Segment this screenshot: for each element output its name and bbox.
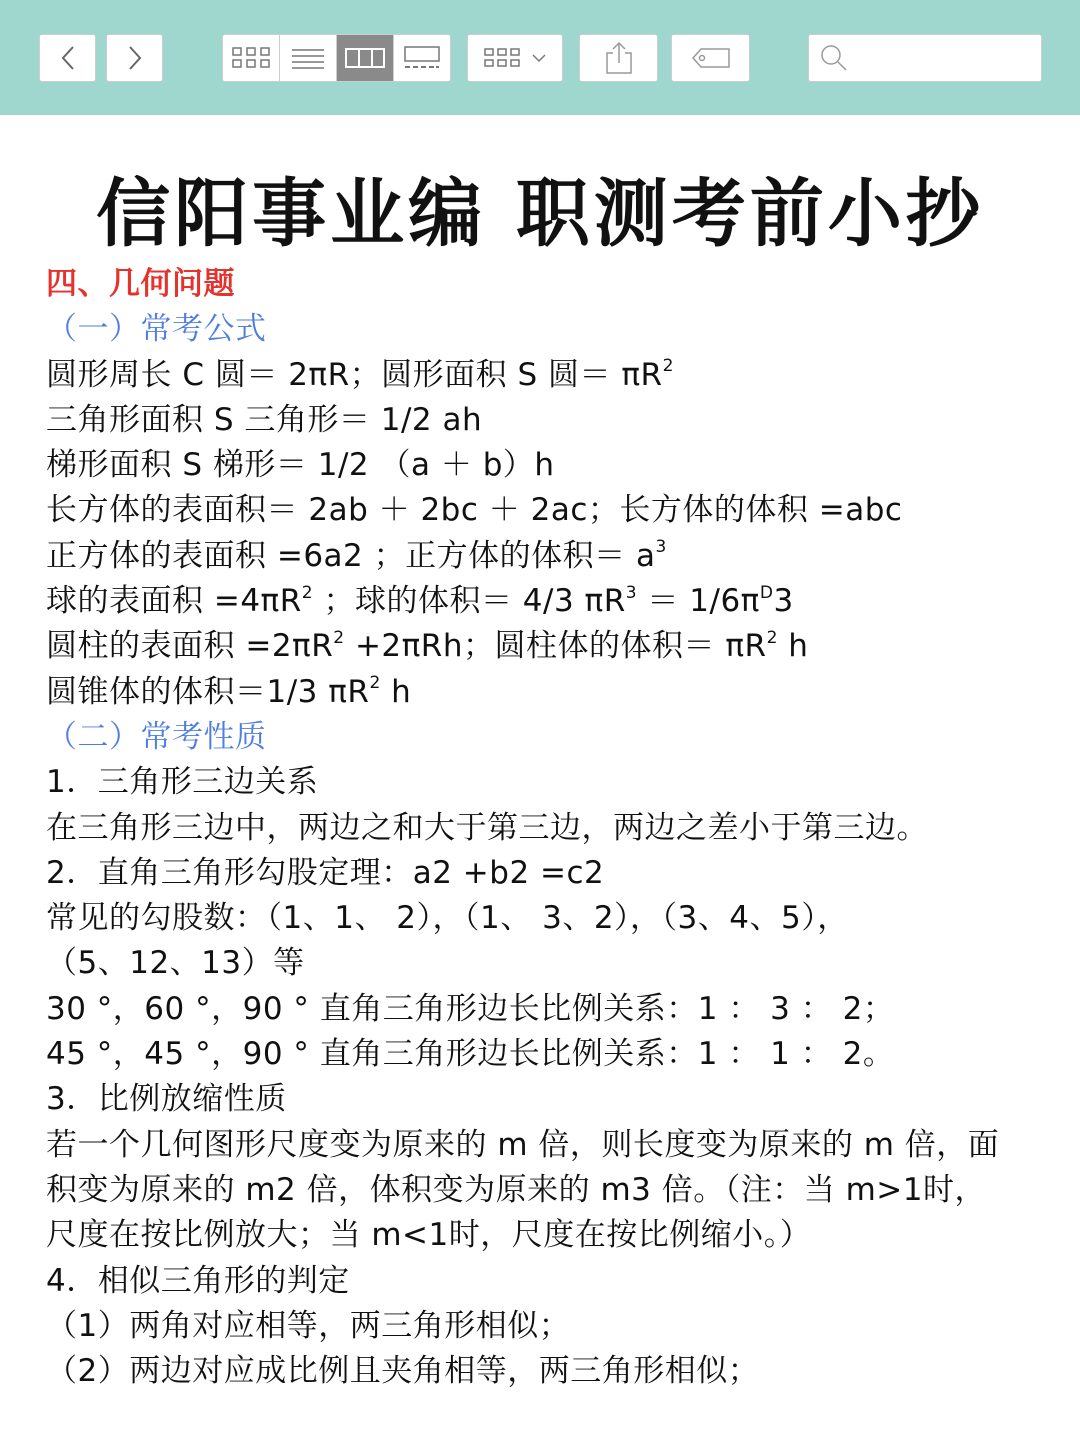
formula-line: 圆锥体的体积＝1/3 $\pi R^2$ h [46,673,412,710]
section-heading: 四、几何问题 [46,266,235,302]
columns-icon [345,47,385,69]
forward-button[interactable] [106,34,163,82]
search-field[interactable] [808,34,1042,82]
tag-button[interactable] [671,34,750,82]
share-button[interactable] [579,34,658,82]
back-button[interactable] [39,34,96,82]
formula-line: 长方体的表面积＝ 2ab ＋ 2bc ＋ 2ac；长方体的体积 =abc [46,492,903,529]
chevron-right-icon [126,45,144,71]
property-heading: 3．比例放缩性质 [46,1081,287,1118]
property-text: 积变为原来的 m2 倍，体积变为原来的 m3 倍。（注：当 m>1时， [46,1171,987,1208]
property-heading: 1．三角形三边关系 [46,764,319,801]
property-heading: 4．相似三角形的判定 [46,1262,350,1299]
page-title: 信阳事业编 职测考前小抄 [96,171,984,257]
property-text: 45 °，45 °，90 ° 直角三角形边长比例关系：1 ： 1 ： 2。 [46,1036,895,1073]
share-icon [605,41,633,75]
property-heading: 2．直角三角形勾股定理：a2 +b2 =c2 [46,854,605,891]
document-body [46,262,1046,1394]
property-text: 若一个几何图形尺度变为原来的 m 倍，则长度变为原来的 m 倍，面 [46,1126,1000,1163]
finder-toolbar [0,0,1080,115]
chevron-down-icon [531,52,547,64]
icon-view-button[interactable] [223,35,280,81]
property-text: （1）两角对应相等，两三角形相似； [46,1307,571,1344]
formula-line: 正方体的表面积 =6a2 ；正方体的体积＝ $a^3$ [46,537,667,574]
property-text: 在三角形三边中，两边之和大于第三边，两边之差小于第三边。 [46,809,928,846]
subsection-heading: （一）常考公式 [46,311,267,348]
subsection-heading: （二）常考性质 [46,718,267,755]
formula-line: 圆形周长 C 圆＝ 2πR；圆形面积 S 圆＝ $\pi R^2$ [46,356,674,393]
group-by-button[interactable] [467,34,563,82]
property-text: 常见的勾股数：（1、1、 2），（1、 3、2），（3、4、5）， [46,900,849,937]
property-text: 30 °，60 °，90 ° 直角三角形边长比例关系：1 ： 3 ： 2； [46,990,895,1027]
tag-icon [691,47,731,69]
search-input[interactable] [855,47,1041,70]
search-icon [819,43,849,73]
property-text: 尺度在按比例放大；当 m<1时，尺度在按比例缩小。） [46,1217,812,1254]
property-text: （2）两边对应成比例且夹角相等，两三角形相似； [46,1353,760,1390]
formula-line: 三角形面积 S 三角形＝ 1/2 ah [46,401,483,438]
view-mode-control [222,34,451,82]
group-grid-icon [483,46,523,70]
grid-icon [231,46,271,70]
gallery-icon [402,46,442,70]
list-icon [291,46,325,70]
formula-line: 梯形面积 S 梯形＝ 1/2 （a ＋ b）h [46,447,555,484]
formula-line: 球的表面积 $=4\pi R^2$ ；球的体积＝ 4/3 $\pi R^3 = 1/6\pi^D3$ [46,582,794,620]
formula-line: 圆柱的表面积 $=2\pi R^2 +2\pi Rh$；圆柱体的体积＝ $\pi R^2$ h [46,628,809,665]
property-text: （5、12、13）等 [46,945,305,982]
column-view-button[interactable] [337,35,394,81]
chevron-left-icon [59,45,77,71]
gallery-view-button[interactable] [394,35,450,81]
list-view-button[interactable] [280,35,337,81]
